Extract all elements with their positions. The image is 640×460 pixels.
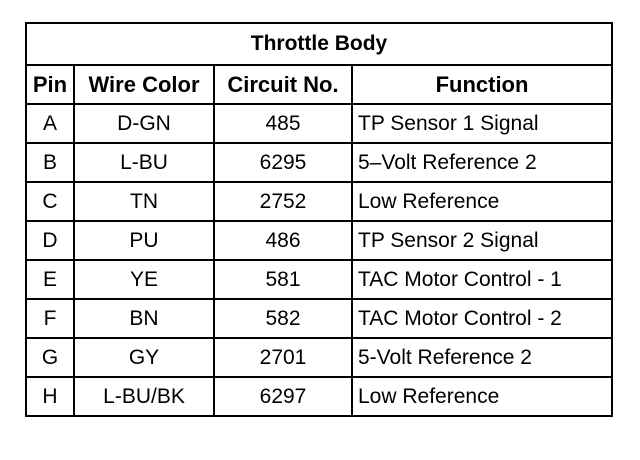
cell-function: TAC Motor Control - 2	[352, 299, 612, 338]
table-row	[26, 104, 612, 143]
cell-function: 5–Volt Reference 2	[352, 143, 612, 182]
table-row	[26, 299, 612, 338]
table-row	[26, 338, 612, 377]
table-title-row	[26, 23, 612, 65]
header-function: Function	[352, 65, 612, 104]
cell-circuit-no: 2752	[214, 182, 352, 221]
cell-pin: E	[26, 260, 74, 299]
cell-function: Low Reference	[352, 182, 612, 221]
cell-circuit-no: 582	[214, 299, 352, 338]
table-row	[26, 143, 612, 182]
cell-wire-color: L-BU/BK	[74, 377, 214, 416]
header-wire-color: Wire Color	[74, 65, 214, 104]
cell-wire-color: TN	[74, 182, 214, 221]
cell-circuit-no: 486	[214, 221, 352, 260]
table-row	[26, 260, 612, 299]
cell-circuit-no: 485	[214, 104, 352, 143]
cell-wire-color: YE	[74, 260, 214, 299]
table-row	[26, 182, 612, 221]
cell-wire-color: PU	[74, 221, 214, 260]
table-row	[26, 377, 612, 416]
table-row	[26, 221, 612, 260]
connector-pinout-table	[25, 22, 613, 417]
table-header-row	[26, 65, 612, 104]
cell-circuit-no: 2701	[214, 338, 352, 377]
cell-pin: B	[26, 143, 74, 182]
cell-function: TAC Motor Control - 1	[352, 260, 612, 299]
cell-pin: D	[26, 221, 74, 260]
cell-circuit-no: 581	[214, 260, 352, 299]
cell-wire-color: GY	[74, 338, 214, 377]
cell-pin: G	[26, 338, 74, 377]
cell-function: TP Sensor 1 Signal	[352, 104, 612, 143]
cell-circuit-no: 6295	[214, 143, 352, 182]
cell-function: TP Sensor 2 Signal	[352, 221, 612, 260]
cell-pin: A	[26, 104, 74, 143]
cell-function: 5-Volt Reference 2	[352, 338, 612, 377]
cell-pin: F	[26, 299, 74, 338]
table-title: Throttle Body	[26, 23, 612, 65]
cell-pin: H	[26, 377, 74, 416]
cell-wire-color: D-GN	[74, 104, 214, 143]
cell-circuit-no: 6297	[214, 377, 352, 416]
header-circuit-no: Circuit No.	[214, 65, 352, 104]
cell-wire-color: L-BU	[74, 143, 214, 182]
header-pin: Pin	[26, 65, 74, 104]
cell-wire-color: BN	[74, 299, 214, 338]
cell-function: Low Reference	[352, 377, 612, 416]
cell-pin: C	[26, 182, 74, 221]
